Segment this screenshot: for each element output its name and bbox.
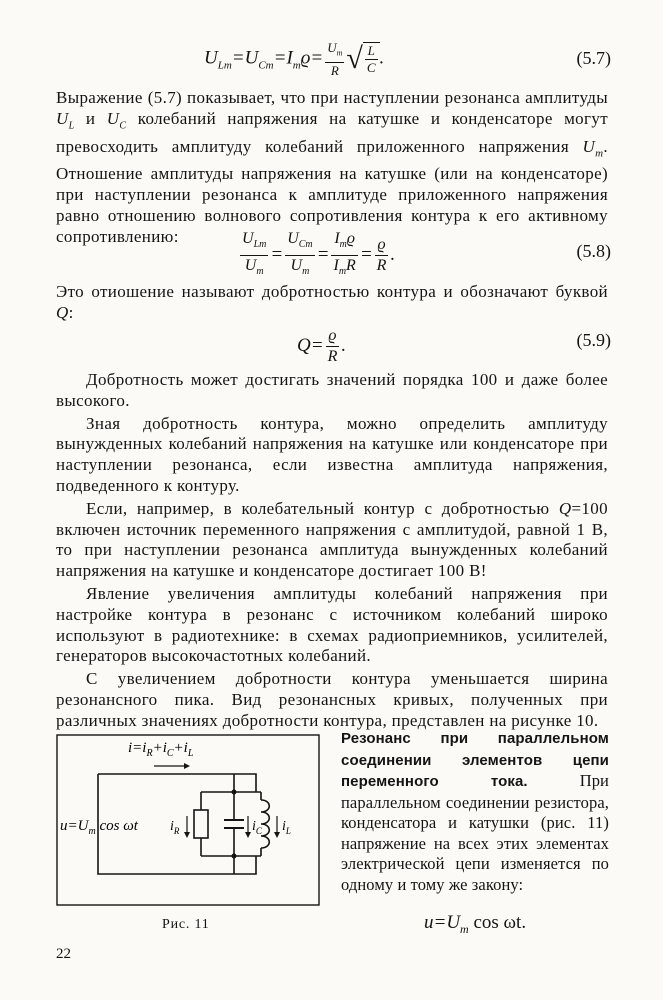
equation-number-5-9: (5.9) [576,330,611,350]
page-number: 22 [56,946,71,962]
equation-number-5-7: (5.7) [576,48,611,68]
formula-5-9: Q= $\frac{ϱ}{R}$ . [297,327,347,365]
body-text [56,370,608,732]
voltage-label: $u=U_m$ cos ωt [60,818,138,837]
fraction-um-over-r: $\frac{U_m}{R}$ [327,40,343,78]
paragraph-6: Явление увеличения амплитуды колебаний напряжения при настройке контура в резонанс с источником колебаний широко используют в радиотехнике: в схемах радиоприемников, усилителей, генераторов высокочастотных колебаний. [56,583,608,666]
paragraph-4: Зная добротность контура, можно определить амплитуду вынужденных колебаний напряжения на катушке или конденсаторе при наступлении резонанса, если известна амплитуда напряжения, подведенного к контуру. [56,413,608,495]
total-current-label: $i=i_R+i_C+i_L$ [128,740,194,759]
il-label: $i_L$ [282,819,291,836]
paragraph-3: Добротность может достигать значений порядка 100 и даже более высокого. [56,370,608,410]
square-root: √ $\frac{L}{C}$ [346,42,379,76]
capacitor-symbol [224,820,244,828]
section-heading: Резонанс при параллельном соединении элементов цепи переменного тока. [341,730,609,790]
formula-5-7: $U_{Lm}=U_{Cm}=I_mϱ=$ $\frac{U_m}{R}$ √ $\frac{L}{C}$ . [204,40,385,78]
side-paragraph: Резонанс при параллельном соединении элементов цепи переменного тока. При параллельном соединении резистора, конденсатора и катушки (рис. 11) напряжение на всех этих элементах электрической цепи изменяется по одному и тому же закону: [341,730,609,894]
ir-label: $i_R$ [170,819,180,836]
paragraph-2: Это отиошение называют добротностью контура и обозначают буквой Q: [56,282,608,322]
formula-5-8: $\frac{U_{Lm}}{U_m}$ = $\frac{U_{Cm}}{U_m}$ = $\frac{I_mϱ}{I_mR}$ = $\frac{ϱ}{R}$ . [242,230,396,278]
circuit-diagram-figure-11 [56,734,322,908]
figure-caption: Рис. 11 [162,917,210,932]
paragraph-7: С увеличением добротности контура уменьшается ширина резонансного пика. Вид резонансных кривых, полученных при различных значениях добротности контура, представлен на рисунке 10. [56,669,608,730]
equation-number-5-8: (5.8) [576,241,611,261]
paragraph-5: Если, например, в колебательный контур с добротностью Q=100 включен источник переменного напряжения с амплитудой, равной 1 В, то при наступлении резонанса амплитуда вынужденных колебаний напряжения на катушке и конденсаторе достигает 100 В! [56,498,608,581]
paragraph-1: Выражение (5.7) показывает, что при наступлении резонанса амплитуды $U_L$ и $U_C$ колебаний напряжения на катушке и конденсаторе могут превосходить амплитуду колебаний приложенного напряжения $U_m$. Отношение амплитуды напряжения на катушке (или на конденсаторе) при наступлении резонанса к амплитуде приложенного напряжения равно отношению волнового сопротивления контура к его активному сопротивлению: [56,88,608,246]
voltage-formula: $u=U_m$ cos ωt. [424,912,527,936]
inductor-symbol [261,800,269,848]
circuit-svg [56,734,322,908]
ic-label: $i_C$ [252,819,262,836]
resistor-symbol [194,810,208,838]
